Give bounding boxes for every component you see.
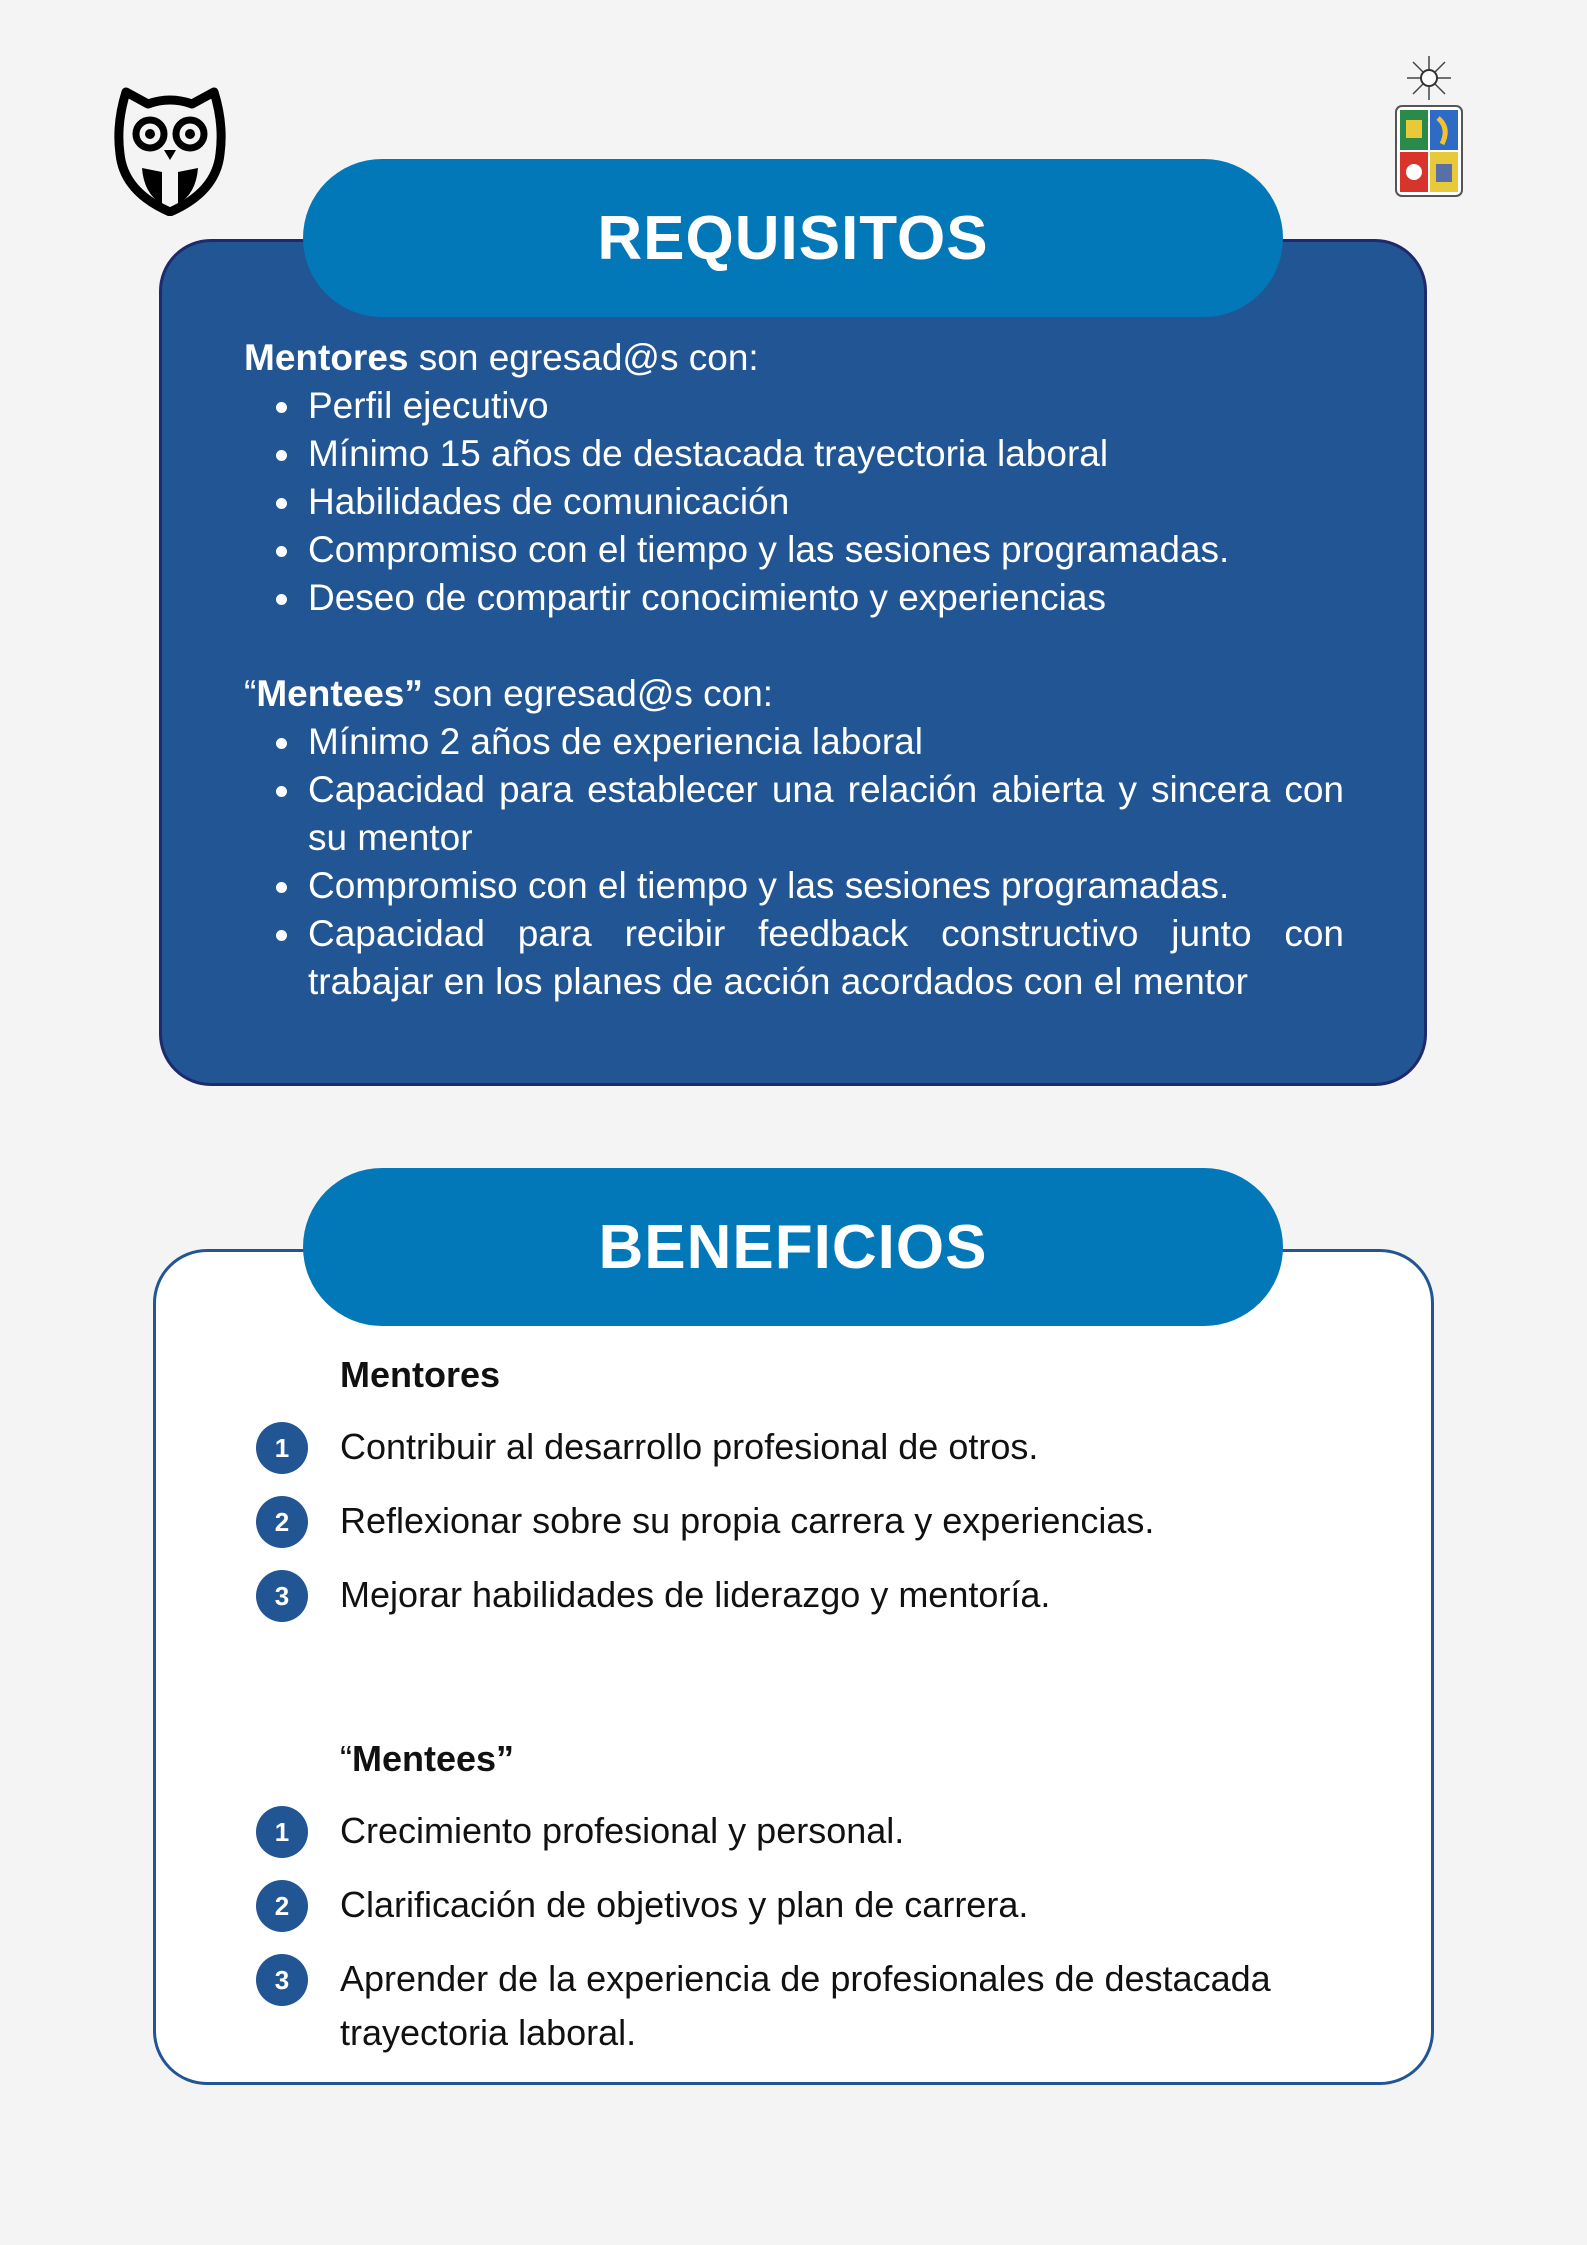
list-item — [256, 1878, 1346, 1932]
list-item: Deseo de compartir conocimiento y experiencias — [308, 574, 1344, 622]
number-badge: 2 — [256, 1496, 308, 1548]
number-badge: 1 — [256, 1422, 308, 1474]
number-badge: 3 — [256, 1570, 308, 1622]
benefit-text: Aprender de la experiencia de profesionales de destacada trayectoria laboral. — [340, 1958, 1271, 2053]
requisitos-content — [244, 334, 1344, 1006]
benefit-text: Clarificación de objetivos y plan de carrera. — [340, 1884, 1029, 1925]
spacer — [244, 622, 1344, 670]
requisitos-title: REQUISITOS — [303, 159, 1283, 317]
number-badge: 2 — [256, 1880, 308, 1932]
mentees-requirements-intro — [244, 670, 1344, 718]
list-item: Perfil ejecutivo — [308, 382, 1344, 430]
open-quote: “ — [244, 673, 257, 714]
mentores-requirements-intro — [244, 334, 1344, 382]
beneficios-title: BENEFICIOS — [303, 1168, 1283, 1326]
list-item: Compromiso con el tiempo y las sesiones programadas. — [308, 862, 1344, 910]
list-item: Mínimo 2 años de experiencia laboral — [308, 718, 1344, 766]
list-item — [256, 1568, 1346, 1622]
list-item: Capacidad para recibir feedback constructivo junto con trabajar en los planes de acción acordados con el mentor — [308, 910, 1344, 1006]
number-badge: 3 — [256, 1954, 308, 2006]
mentores-benefits-list — [256, 1420, 1346, 1622]
list-item: Capacidad para establecer una relación abierta y sincera con su mentor — [308, 766, 1344, 862]
mentees-label: Mentees” — [352, 1738, 515, 1779]
benefit-text: Contribuir al desarrollo profesional de otros. — [340, 1426, 1039, 1467]
mentees-label: Mentees” — [256, 673, 423, 714]
list-item — [256, 1804, 1346, 1858]
mentees-requirements-list — [244, 718, 1344, 1006]
list-item — [256, 1420, 1346, 1474]
list-item — [256, 1952, 1346, 2060]
list-item: Habilidades de comunicación — [308, 478, 1344, 526]
mentores-intro: son egresad@s con: — [408, 337, 759, 378]
university-crest-icon — [1390, 54, 1468, 200]
mentees-intro: son egresad@s con: — [422, 673, 774, 714]
list-item: Mínimo 15 años de destacada trayectoria laboral — [308, 430, 1344, 478]
benefit-text: Crecimiento profesional y personal. — [340, 1810, 905, 1851]
list-item: Compromiso con el tiempo y las sesiones programadas. — [308, 526, 1344, 574]
mentores-requirements-list — [244, 382, 1344, 622]
number-badge: 1 — [256, 1806, 308, 1858]
mentores-benefits-title: Mentores — [340, 1354, 501, 1395]
benefit-text: Reflexionar sobre su propia carrera y experiencias. — [340, 1500, 1155, 1541]
mentores-label: Mentores — [244, 337, 409, 378]
open-quote: “ — [340, 1738, 352, 1779]
benefit-text: Mejorar habilidades de liderazgo y mentoría. — [340, 1574, 1051, 1615]
owl-logo-icon — [112, 84, 228, 216]
list-item — [256, 1494, 1346, 1548]
mentees-benefits-list — [256, 1804, 1346, 2060]
mentees-benefits-title — [340, 1732, 1346, 1786]
beneficios-content — [256, 1348, 1346, 2080]
spacer — [256, 1642, 1346, 1732]
